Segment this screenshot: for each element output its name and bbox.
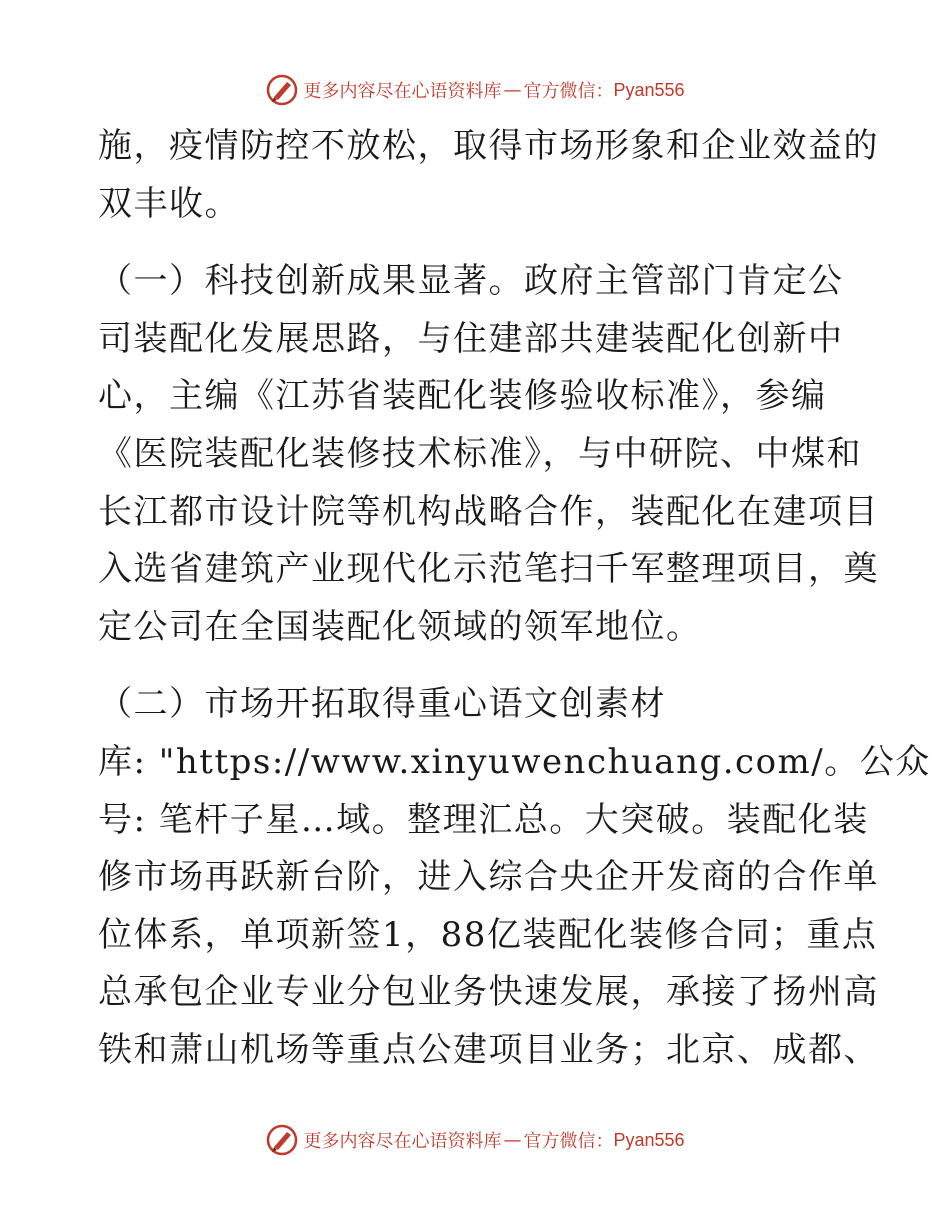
paragraph-0 (98, 118, 879, 233)
footer-wechat-label: 官方微信： (523, 1131, 614, 1152)
text-line: 铁和萧山机场等重点公建项目业务；北京、成都、 (98, 1029, 879, 1070)
text-line: 司装配化发展思路，与住建部共建装配化创新中 (98, 318, 844, 359)
footer-brand-text: 更多内容尽在心语资料库 (303, 1131, 502, 1152)
footer-wechat-id: Pyan556 (613, 1129, 685, 1150)
text-line: 修市场再跃新台阶，进入综合央企开发商的合作单 (98, 857, 879, 898)
text-line: 心，主编《江苏省装配化装修验收标准》，参编 (98, 376, 827, 417)
footer-separator: — (503, 1129, 522, 1151)
text-line: 双丰收。 (98, 183, 240, 224)
header-watermark (0, 70, 950, 110)
pen-logo-icon (265, 1123, 299, 1157)
text-line: 定公司在全国装配化领域的领军地位。 (98, 606, 702, 647)
text-line: 《医院装配化装修技术标准》，与中研院、中煤和 (98, 433, 862, 474)
footer-watermark (0, 1120, 950, 1160)
text-line: （二）市场开拓取得重心语文创素材 (98, 684, 666, 725)
pen-logo-icon (265, 73, 299, 107)
text-line: 号: 笔杆子星…域。整理汇总。大突破。装配化装 (98, 799, 869, 840)
document-body (98, 118, 931, 1080)
text-line: 位体系，单项新签1，88亿装配化装修合同；重点 (98, 914, 878, 955)
text-line: （一）科技创新成果显著。政府主管部门肯定公 (98, 261, 844, 302)
header-brand-text: 更多内容尽在心语资料库 (303, 81, 502, 102)
header-wechat-label: 官方微信： (523, 81, 614, 102)
text-line: 入选省建筑产业现代化示范笔扫千军整理项目，奠 (98, 549, 879, 590)
header-separator: — (503, 79, 522, 101)
paragraph-1 (98, 253, 879, 656)
text-line: 施，疫情防控不放松，取得市场形象和企业效益的 (98, 126, 879, 166)
text-line: 长江都市设计院等机构战略合作，装配化在建项目 (98, 491, 879, 532)
text-line: 总承包企业专业分包业务快速发展，承接了扬州高 (98, 972, 879, 1013)
paragraph-2 (98, 676, 931, 1079)
header-wechat-id: Pyan556 (613, 79, 685, 100)
text-line: 库: "https://www.xinyuwenchuang.com/。公众 (98, 741, 931, 782)
